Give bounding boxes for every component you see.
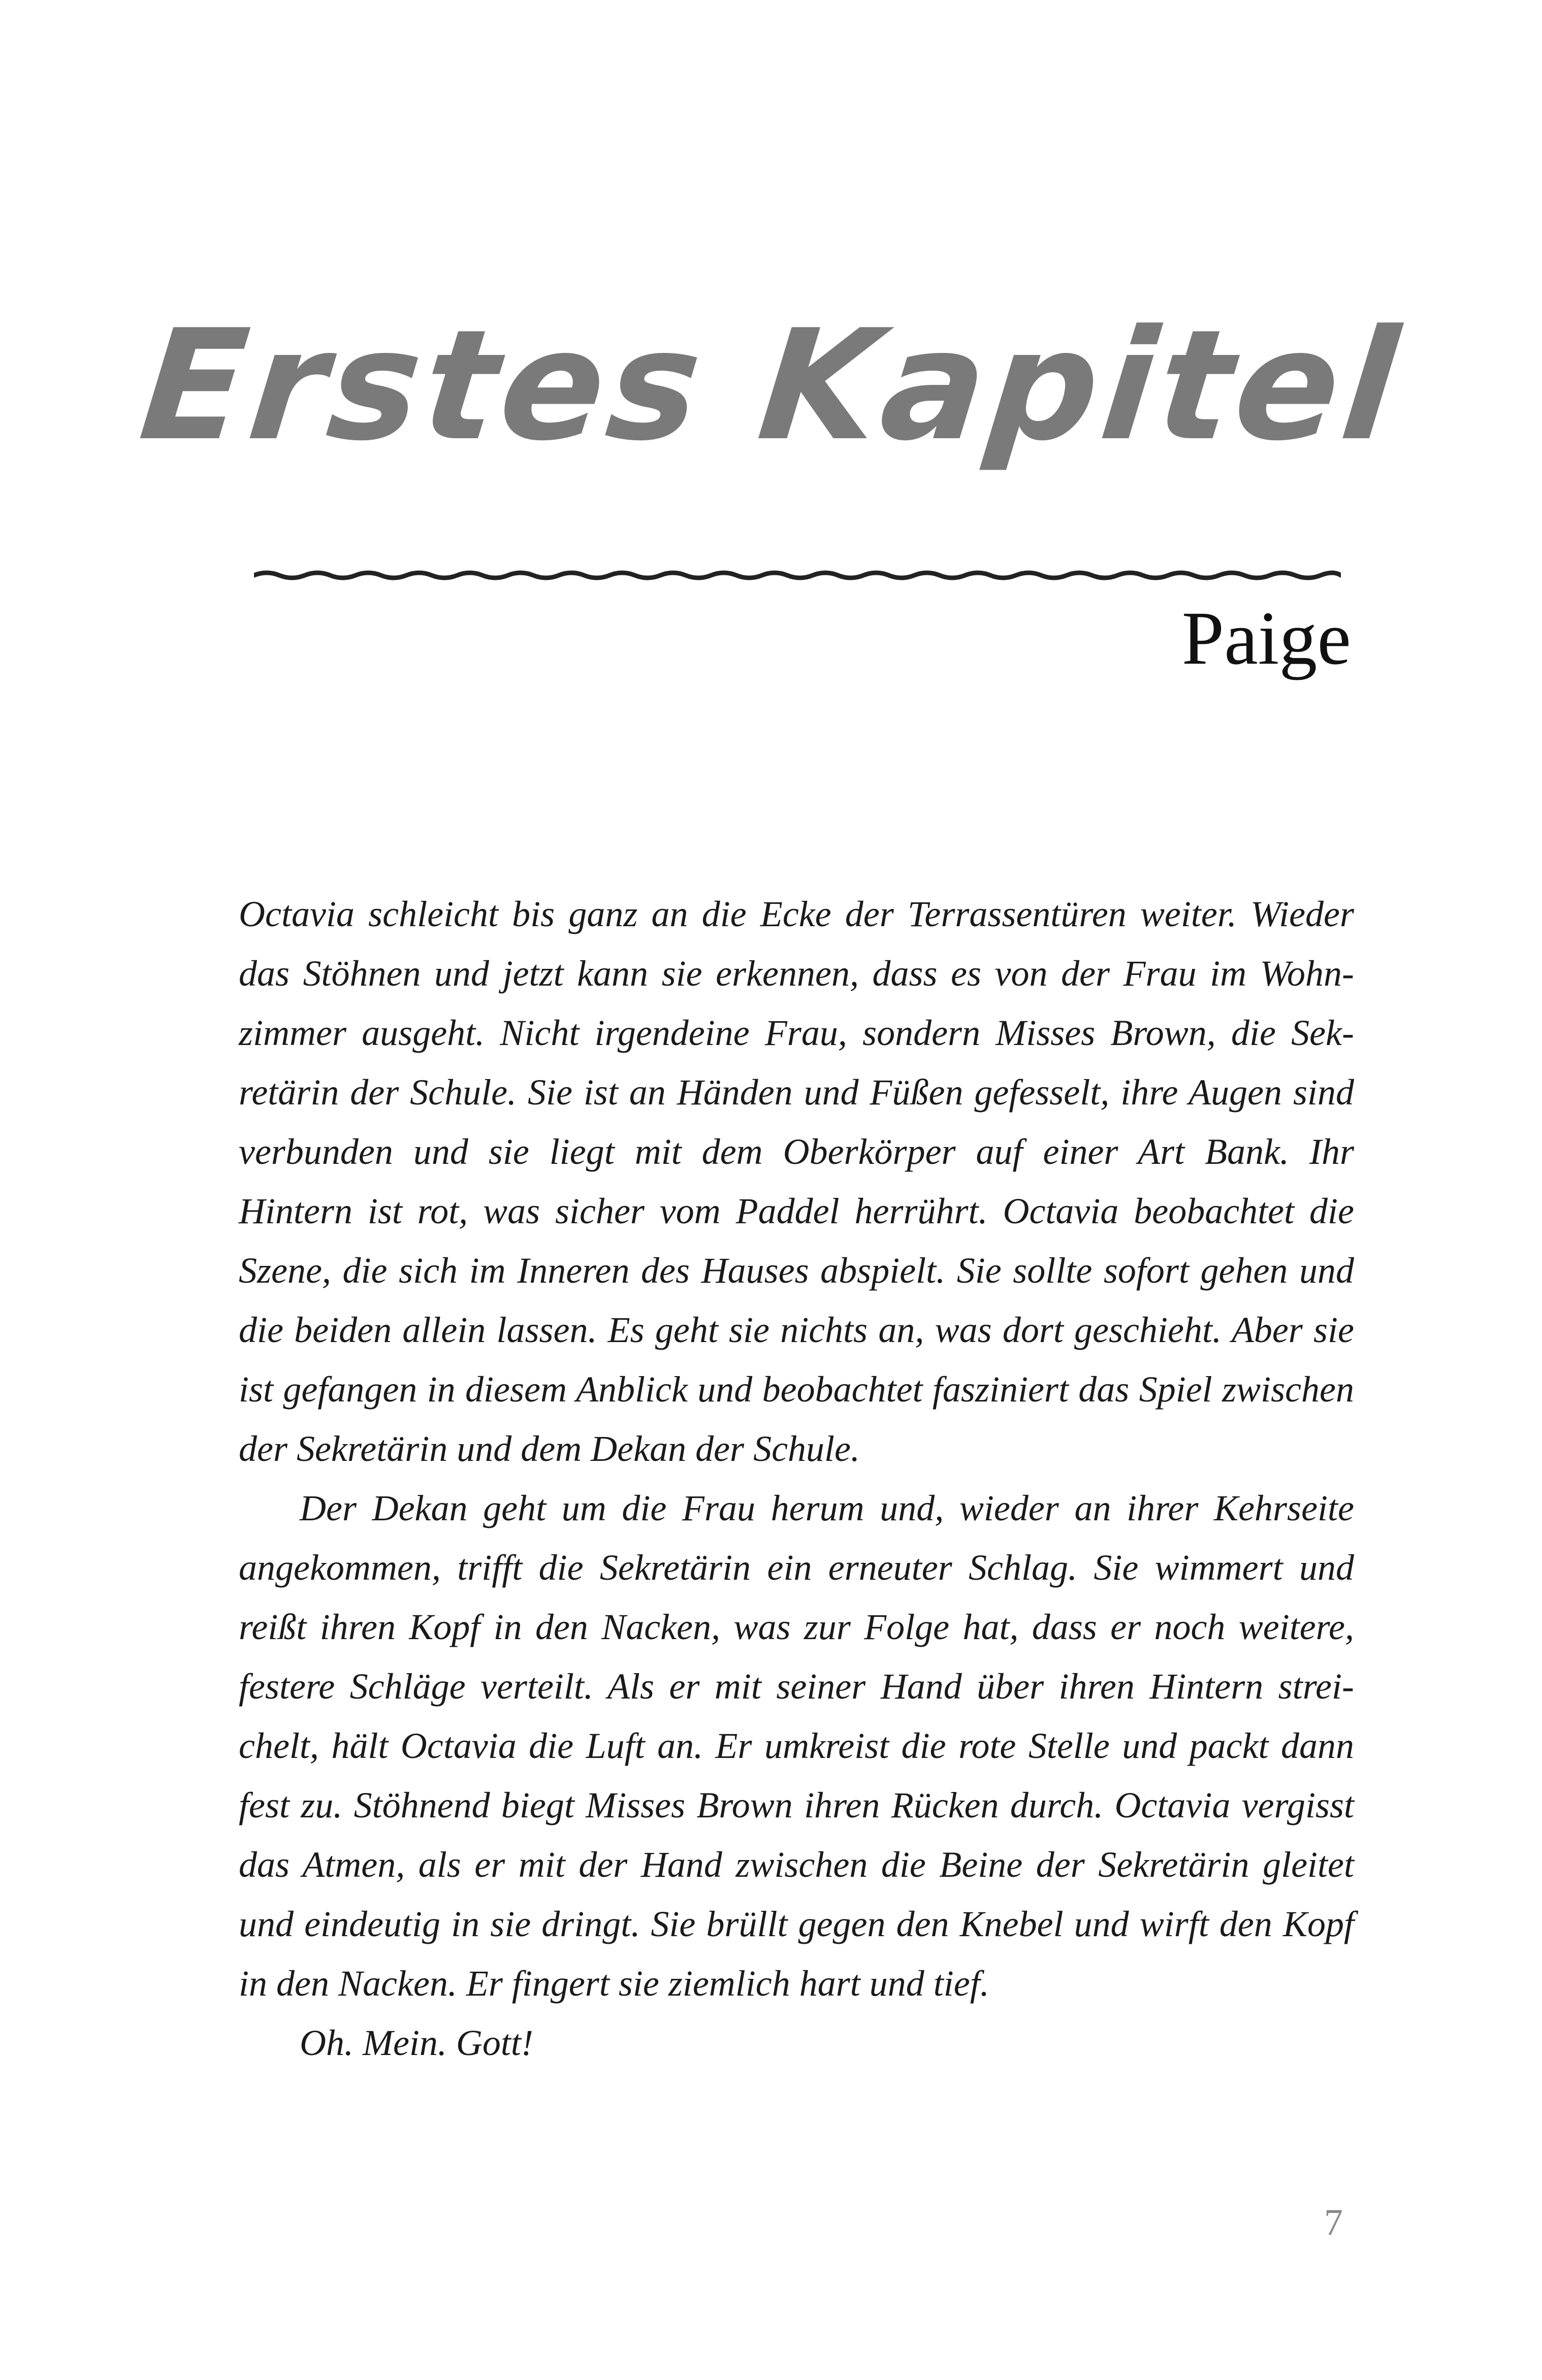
page-number: 7 (1324, 2202, 1343, 2243)
ornamental-divider (254, 568, 1341, 583)
body-text (239, 885, 1354, 2073)
paragraph: Oh. Mein. Gott! (300, 2023, 533, 2063)
paragraph: Der Dekan geht um die Frau herum und, wieder an ihrer Kehrseite angekommen, trifft die Sekretärin ein erneuter Schlag. Sie wimmert und reißt ihren Kopf in den Nacken, was zur Folge hat, dass er noch weitere, festere Schläge verteilt. Als er mit seiner Hand über ihren Hintern streichelt, hält Octavia die Luft an. Er umkreist die rote Stelle und packt dann fest zu. Stöhnend biegt Misses Brown ihren Rücken durch. Octavia vergisst das Atmen, als er mit der Hand zwischen die Beine der Sekretärin gleitet und eindeutig in sie dringt. Sie brüllt gegen den Knebel und wirft den Kopf in den Nacken. Er fingert sie ziemlich hart und tief. (239, 1488, 1354, 2004)
chapter-title: Erstes Kapitel (133, 297, 1409, 474)
paragraph: Octavia schleicht bis ganz an die Ecke der Terrassentüren weiter. Wieder das Stöhnen und jetzt kann sie erkennen, dass es von der Frau im Wohnzimmer ausgeht. Nicht irgendeine Frau, sondern Misses Brown, die Sekretärin der Schule. Sie ist an Händen und Füßen gefesselt, ihre Augen sind verbunden und sie liegt mit dem Oberkörper auf einer Art Bank. Ihr Hintern ist rot, was sicher vom Paddel herrührt. Octavia beobachtet die Szene, die sich im Inneren des Hauses abspielt. Sie sollte sofort gehen und die beiden allein lassen. Es geht sie nichts an, was dort geschieht. Aber sie ist gefangen in diesem Anblick und beobachtet fasziniert das Spiel zwischen der Sekretärin und dem Dekan der Schule. (239, 894, 1354, 1469)
character-name: Paige (1181, 596, 1351, 680)
